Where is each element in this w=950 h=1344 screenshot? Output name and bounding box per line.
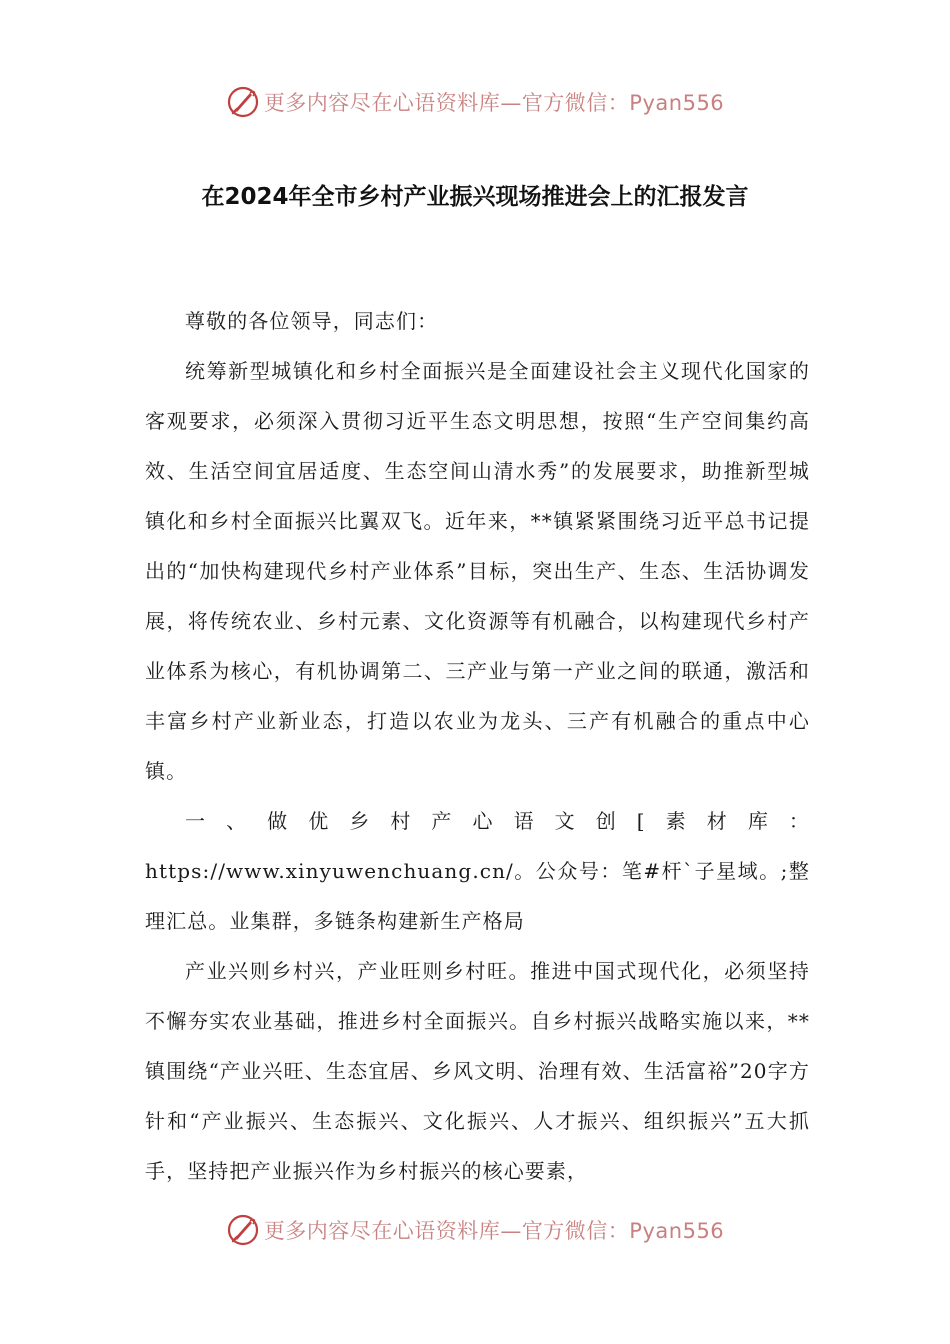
body-paragraph: 统筹新型城镇化和乡村全面振兴是全面建设社会主义现代化国家的客观要求，必须深入贯彻习近平生态文明思想，按照“生产空间集约高效、生活空间宜居适度、生态空间山清水秀”的发展要求，助推新型城镇化和乡村全面振兴比翼双飞。近年来，**镇紧紧围绕习近平总书记提出的“加快构建现代乡村产业体系”目标，突出生产、生态、生活协调发展，将传统农业、乡村元素、文化资源等有机融合，以构建现代乡村产业体系为核心，有机协调第二、三产业与第一产业之间的联通，激活和丰富乡村产业新业态，打造以农业为龙头、三产有机融合的重点中心镇。 xyxy=(145,359,810,783)
banner-contact-text: —官方微信：Pyan556 xyxy=(500,1219,725,1243)
quill-pen-logo-icon xyxy=(226,85,260,119)
footer-banner xyxy=(0,1208,950,1252)
section-heading-paragraph: 一、做优乡村产心语文创[素材库：https://www.xinyuwenchuang.cn/。公众号：笔#杆`子星域。;整理汇总。业集群，多链条构建新生产格局 xyxy=(145,809,810,933)
banner-contact-text: —官方微信：Pyan556 xyxy=(500,91,725,115)
document-body xyxy=(145,296,810,1196)
quill-pen-logo-icon xyxy=(226,1213,260,1247)
document-title: 在2024年全市乡村产业振兴现场推进会上的汇报发言 xyxy=(201,184,749,210)
header-banner xyxy=(0,80,950,124)
body-paragraph: 产业兴则乡村兴，产业旺则乡村旺。推进中国式现代化，必须坚持不懈夯实农业基础，推进乡村全面振兴。自乡村振兴战略实施以来，**镇围绕“产业兴旺、生态宜居、乡风文明、治理有效、生活富裕”20字方针和“产业振兴、生态振兴、文化振兴、人才振兴、组织振兴”五大抓手，坚持把产业振兴作为乡村振兴的核心要素， xyxy=(145,959,810,1183)
banner-main-text: 更多内容尽在心语资料库 xyxy=(263,91,501,115)
salutation-paragraph: 尊敬的各位领导，同志们： xyxy=(185,309,439,333)
banner-main-text: 更多内容尽在心语资料库 xyxy=(263,1219,501,1243)
